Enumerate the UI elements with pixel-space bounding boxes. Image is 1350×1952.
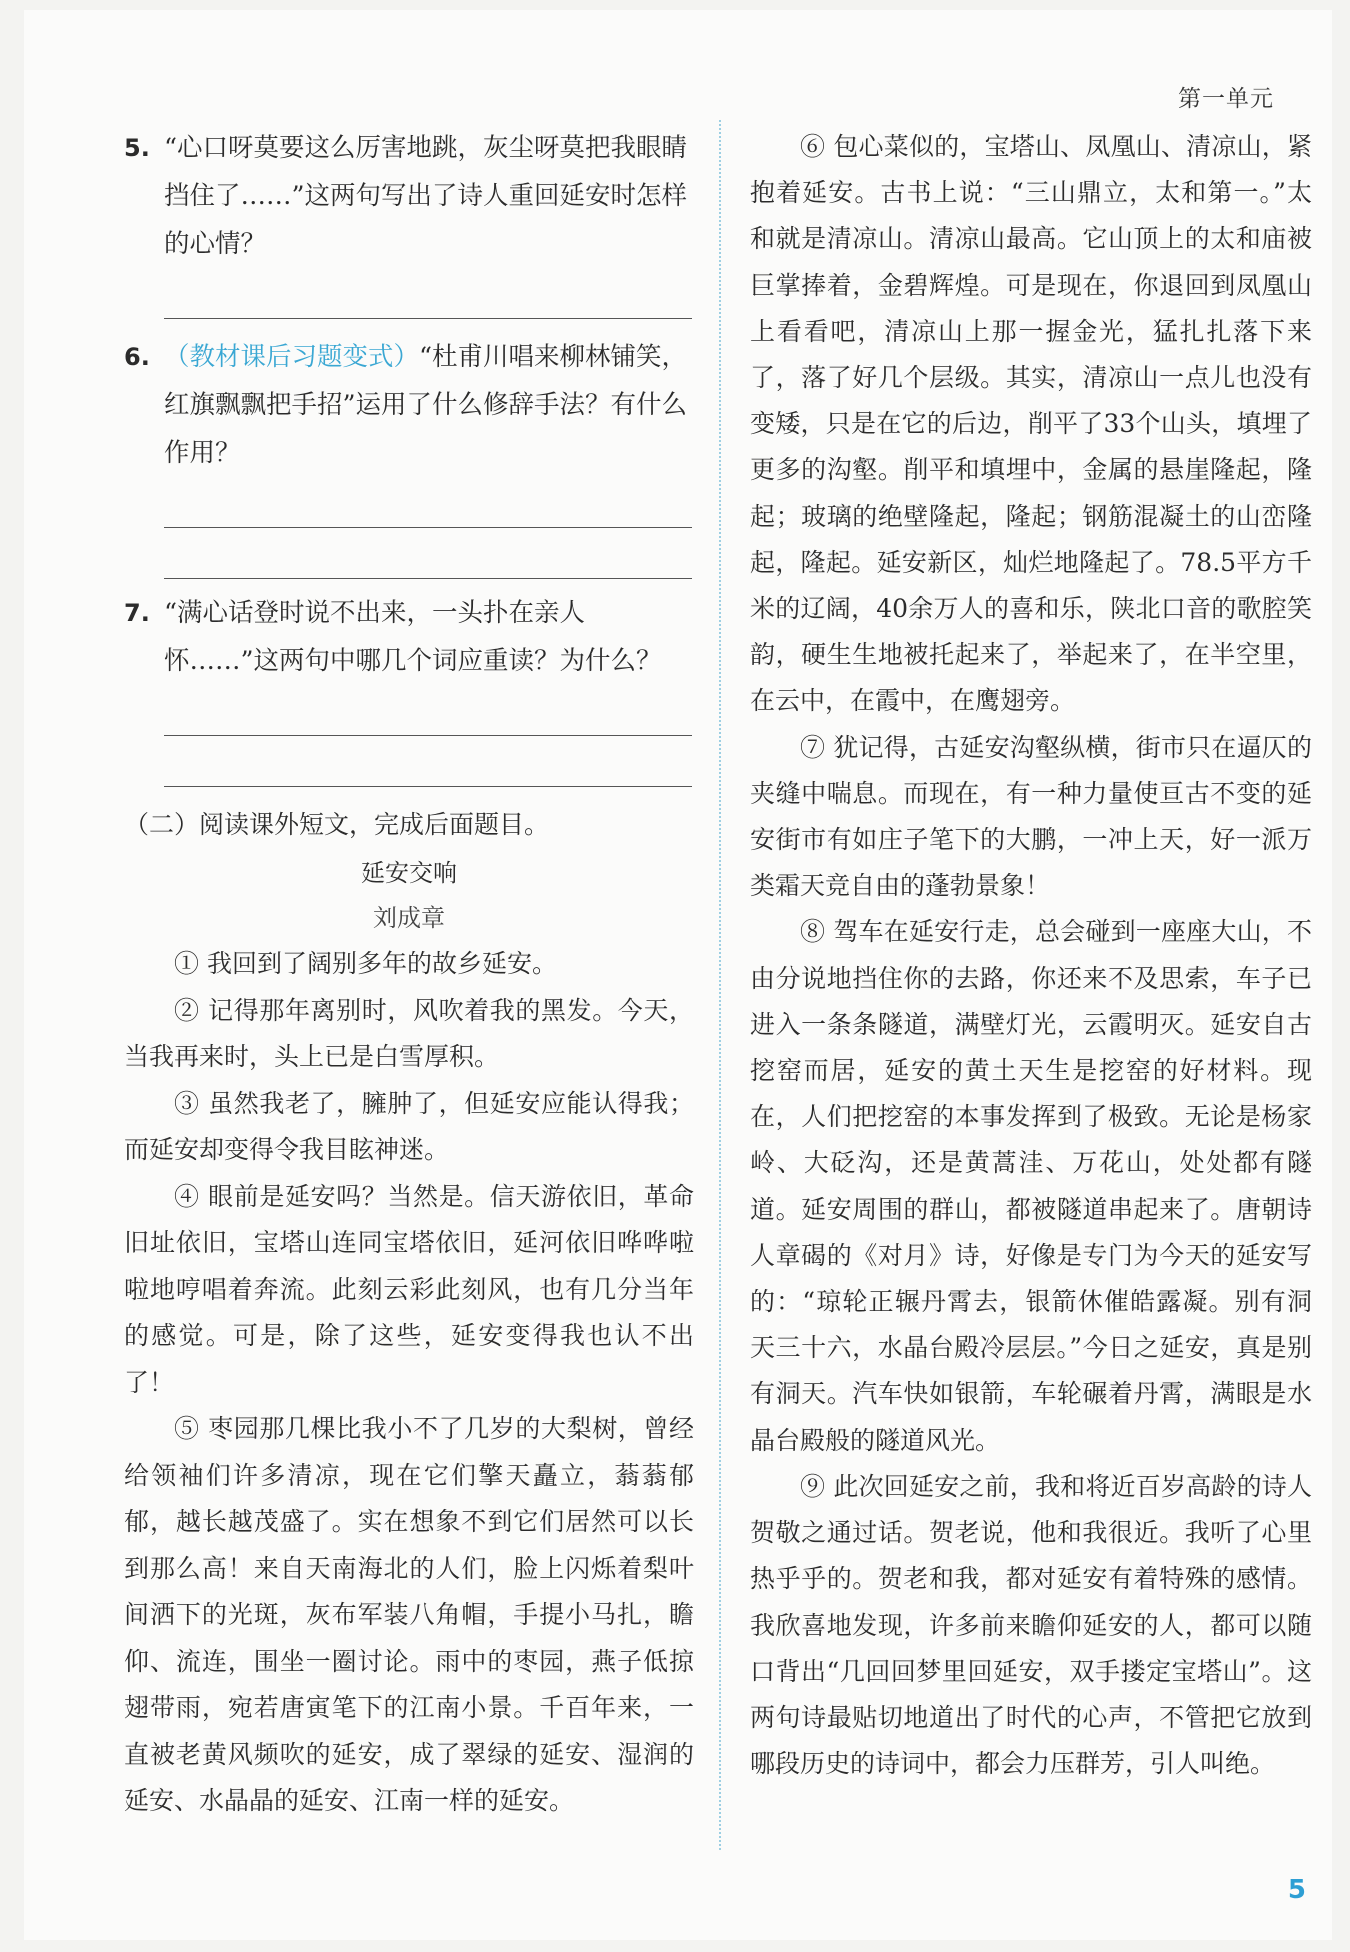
article-author: 刘成章 (373, 904, 445, 932)
page-number: 5 (1287, 1875, 1306, 1905)
paragraph: ⑨ 此次回延安之前，我和将近百岁高龄的诗人贺敬之通过话。贺老说，他和我很近。我听了心里热乎乎的。贺老和我，都对延安有着特殊的感情。我欣喜地发现，许多前来瞻仰延安的人，都可以随口背出“几回回梦里回延安，双手搂定宝塔山”。这两句诗最贴切地道出了时代的心声，不管把它放到哪段历史的诗词中，都会力压群芳，引人叫绝。 (750, 1471, 1312, 1779)
paragraph: ⑥ 包心菜似的，宝塔山、凤凰山、清凉山，紧抱着延安。古书上说：“三山鼎立，太和第一。”太和就是清凉山。清凉山最高。它山顶上的太和庙被巨掌捧着，金碧辉煌。可是现在，你退回到凤凰山上看看吧，清凉山上那一握金光，猛扎扎落下来了，落了好几个层级。其实，清凉山一点儿也没有变矮，只是在它的后边，削平了33个山头，填埋了更多的沟壑。削平和填埋中，金属的悬崖隆起，隆起；玻璃的绝壁隆起，隆起；钢筋混凝土的山峦隆起，隆起。延安新区，灿烂地隆起了。78.5平方千米的辽阔，40余万人的喜和乐，陕北口音的歌腔笑韵，硬生生地被托起来了，举起来了，在半空里，在云中，在霞中，在鹰翅旁。 (750, 132, 1312, 716)
section-title: （二）阅读课外短文，完成后面题目。 (124, 810, 550, 839)
workbook-page (24, 10, 1332, 1940)
unit-header: 第一单元 (1178, 86, 1274, 112)
answer-line[interactable] (164, 685, 692, 736)
question-number: 6. (124, 343, 150, 371)
column-divider (719, 120, 721, 1850)
question-number: 5. (124, 134, 150, 162)
paragraph: ③ 虽然我老了，臃肿了，但延安应能认得我；而延安却变得令我目眩神迷。 (124, 1088, 694, 1164)
question-tag: （教材课后习题变式） (164, 342, 420, 372)
paragraph: ② 记得那年离别时，风吹着我的黑发。今天，当我再来时，头上已是白雪厚积。 (124, 995, 694, 1071)
paragraph: ⑦ 犹记得，古延安沟壑纵横，街市只在逼仄的夹缝中喘息。而现在，有一种力量使亘古不变的延安街市有如庄子笔下的大鹏，一冲上天，好一派万类霜天竞自由的蓬勃景象！ (750, 732, 1312, 901)
answer-line[interactable] (164, 528, 692, 579)
answer-line[interactable] (164, 477, 692, 528)
left-column (124, 124, 694, 1825)
paragraph: ⑧ 驾车在延安行走，总会碰到一座座大山，不由分说地挡住你的去路，你还来不及思索，车子已进入一条条隧道，满壁灯光，云霞明灭。延安自古挖窑而居，延安的黄土天生是挖窑的好材料。现在，人们把挖窑的本事发挥到了极致。无论是杨家岭、大砭沟，还是黄蒿洼、万花山，处处都有隧道。延安周围的群山，都被隧道串起来了。唐朝诗人章碣的《对月》诗，好像是专门为今天的延安写的：“琼轮正辗丹霄去，银箭休催皓露凝。别有洞天三十六，水晶台殿冷层层。”今日之延安，真是别有洞天。汽车快如银箭，车轮碾着丹霄，满眼是水晶台殿般的隧道风光。 (750, 917, 1312, 1455)
paragraph: ⑤ 枣园那几棵比我小不了几岁的大梨树，曾经给领袖们许多清凉，现在它们擎天矗立，蓊蓊郁郁，越长越茂盛了。实在想象不到它们居然可以长到那么高！来自天南海北的人们，脸上闪烁着梨叶间洒下的光斑，灰布军装八角帽，手提小马扎，瞻仰、流连，围坐一圈讨论。雨中的枣园，燕子低掠翅带雨，宛若唐寅笔下的江南小景。千百年来，一直被老黄风频吹的延安，成了翠绿的延安、湿润的延安、水晶晶的延安、江南一样的延安。 (124, 1414, 694, 1815)
question-5 (124, 124, 694, 268)
question-text: “心口呀莫要这么厉害地跳，灰尘呀莫把我眼睛挡住了……”这两句写出了诗人重回延安时怎样的心情？ (164, 133, 688, 259)
question-number: 7. (124, 599, 150, 627)
right-column (750, 124, 1312, 1787)
question-6 (124, 333, 694, 477)
answer-line[interactable] (164, 736, 692, 787)
paragraph: ④ 眼前是延安吗？当然是。信天游依旧，革命旧址依旧，宝塔山连同宝塔依旧，延河依旧哗哗啦啦地哼唱着奔流。此刻云彩此刻风，也有几分当年的感觉。可是，除了这些，延安变得我也认不出了！ (124, 1181, 694, 1397)
question-text: “满心话登时说不出来，一头扑在亲人怀……”这两句中哪几个词应重读？为什么？ (164, 598, 662, 676)
paragraph: ① 我回到了阔别多年的故乡延安。 (174, 949, 557, 978)
question-7 (124, 589, 694, 685)
article-title: 延安交响 (361, 859, 457, 887)
answer-line[interactable] (164, 268, 692, 319)
question-text: “杜甫川唱来柳林铺笑，红旗飘飘把手招”运用了什么修辞手法？有什么作用？ (164, 342, 688, 468)
